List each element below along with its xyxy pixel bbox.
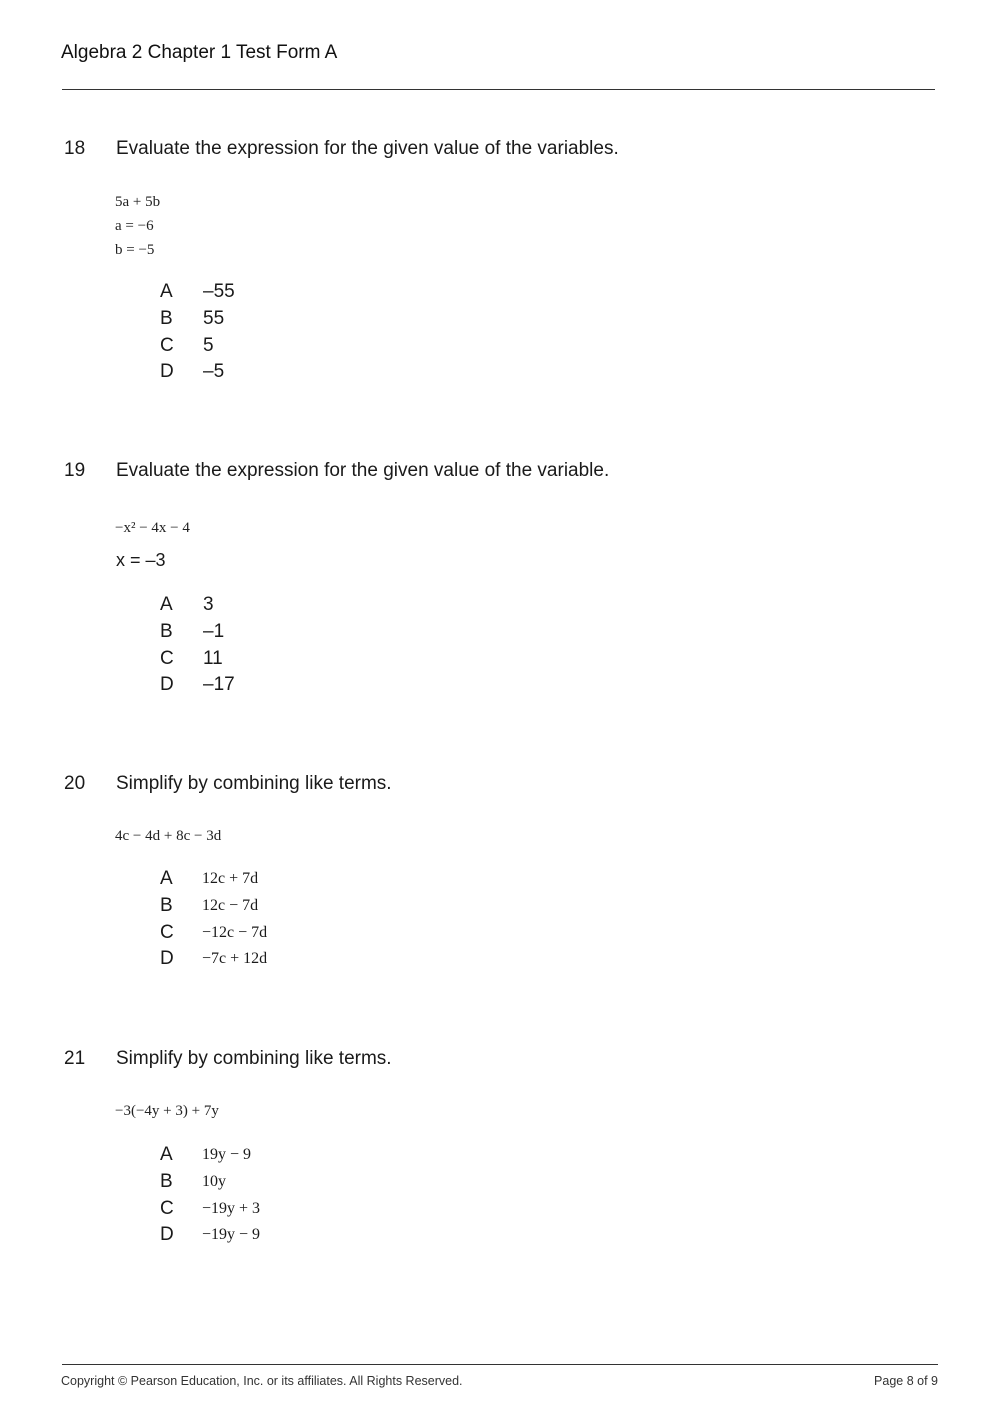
footer-divider (62, 1364, 938, 1365)
expression-line: b = −5 (115, 242, 155, 258)
choice-value: −7c + 12d (202, 950, 268, 968)
expression-line: a = −6 (115, 218, 154, 234)
choice-value: 5 (203, 334, 214, 356)
choice-value: 10y (202, 1172, 226, 1190)
choice-letter: B (160, 307, 173, 329)
question-number: 19 (64, 460, 86, 481)
choice-letter: C (160, 334, 174, 356)
question-prompt: Evaluate the expression for the given value of the variable. (116, 460, 610, 481)
choice-value: 55 (203, 307, 225, 329)
question-prompt: Simplify by combining like terms. (116, 773, 392, 794)
choice-value: 12c − 7d (202, 896, 259, 914)
given-value: x = –3 (116, 550, 166, 570)
question-number: 21 (64, 1048, 86, 1069)
choice-letter: D (160, 361, 174, 383)
choice-letter: C (160, 921, 174, 943)
choice-value: 3 (203, 594, 214, 615)
question-number: 20 (64, 773, 86, 794)
choice-value: –5 (203, 361, 225, 383)
footer-copyright: Copyright © Pearson Education, Inc. or its affiliates. All Rights Reserved. (61, 1374, 463, 1388)
choice-letter: D (160, 674, 174, 696)
choice-letter: B (160, 894, 173, 916)
expression-line: 5a + 5b (115, 194, 161, 210)
choice-value: –55 (203, 281, 235, 302)
question-prompt: Evaluate the expression for the given value of the variables. (116, 138, 619, 159)
choice-letter: A (160, 281, 173, 302)
choice-value: 11 (203, 647, 223, 669)
choice-value: –17 (203, 674, 235, 696)
expression (115, 190, 160, 262)
choice-letter: B (160, 620, 173, 642)
choice-value: –1 (203, 620, 225, 642)
question-prompt: Simplify by combining like terms. (116, 1048, 392, 1069)
choice-letter: D (160, 948, 174, 970)
page-header-title: Algebra 2 Chapter 1 Test Form A (61, 42, 338, 63)
choice-value: −19y + 3 (202, 1199, 261, 1217)
choice-letter: D (160, 1224, 174, 1246)
choice-value: −12c − 7d (202, 923, 268, 941)
expression: −3(−4y + 3) + 7y (115, 1103, 219, 1119)
choice-letter: A (160, 868, 173, 889)
choice-value: 12c + 7d (202, 870, 259, 887)
choice-letter: C (160, 647, 174, 669)
choice-letter: C (160, 1197, 174, 1219)
choice-letter: A (160, 1144, 173, 1165)
choice-value: −19y − 9 (202, 1226, 261, 1244)
question-number: 18 (64, 138, 86, 159)
footer-page-number: Page 8 of 9 (874, 1374, 938, 1388)
expression: −x² − 4x − 4 (115, 520, 190, 536)
choice-value: 19y − 9 (202, 1146, 252, 1163)
choice-letter: A (160, 594, 173, 615)
choice-letter: B (160, 1170, 173, 1192)
header-divider (62, 89, 935, 90)
expression: 4c − 4d + 8c − 3d (115, 828, 222, 844)
